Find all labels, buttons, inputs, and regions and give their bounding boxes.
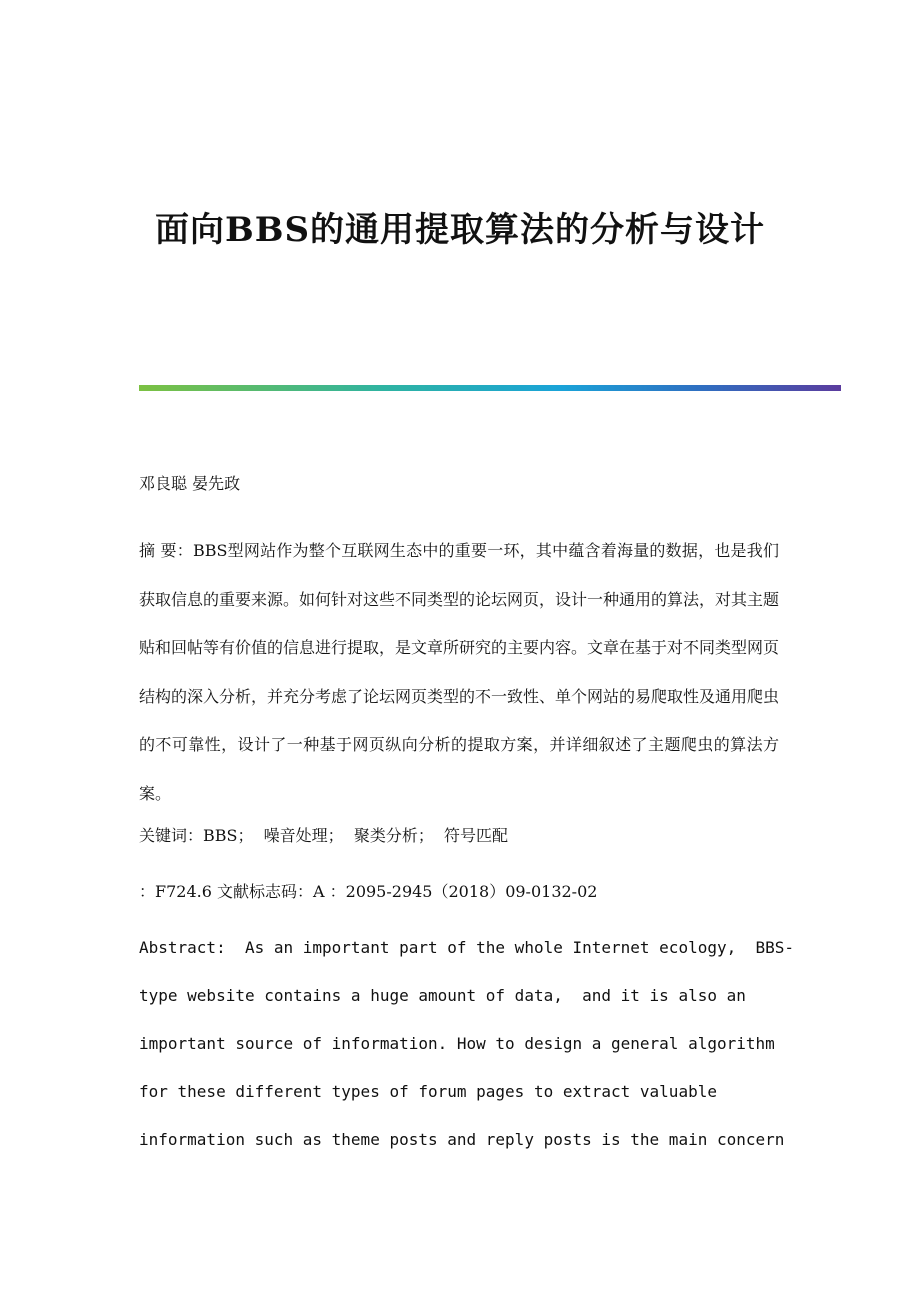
keywords: 关键词：BBS； 噪音处理； 聚类分析； 符号匹配	[139, 826, 508, 845]
abstract-english-line: for these different types of forum pages to extract valuable	[139, 1082, 717, 1101]
title-divider	[139, 385, 841, 391]
classification-codes: ：F724.6 文献标志码：A ：2095-2945（2018）09-0132-02	[139, 882, 598, 901]
abstract-english	[139, 937, 795, 1177]
abstract-english-line: important source of information. How to design a general algorithm	[139, 1034, 775, 1053]
abstract-chinese: 摘 要：BBS型网站作为整个互联网生态中的重要一环，其中蕴含着海量的数据，也是我们获取信息的重要来源。如何针对这些不同类型的论坛网页，设计一种通用的算法，对其主题贴和回帖等有价值的信息进行提取，是文章所研究的主要内容。文章在基于对不同类型网页结构的深入分析，并充分考虑了论坛网页类型的不一致性、单个网站的易爬取性及通用爬虫的不可靠性，设计了一种基于网页纵向分析的提取方案，并详细叙述了主题爬虫的算法方案。	[139, 541, 780, 803]
abstract-english-line: information such as theme posts and reply posts is the main concern	[139, 1130, 785, 1149]
abstract-english-line: type website contains a huge amount of data, and it is also an	[139, 986, 746, 1005]
paper-title: 面向BBS的通用提取算法的分析与设计	[154, 210, 766, 250]
abstract-english-line: Abstract: As an important part of the whole Internet ecology, BBS-	[139, 938, 795, 957]
authors: 邓良聪 晏先政	[139, 474, 241, 493]
